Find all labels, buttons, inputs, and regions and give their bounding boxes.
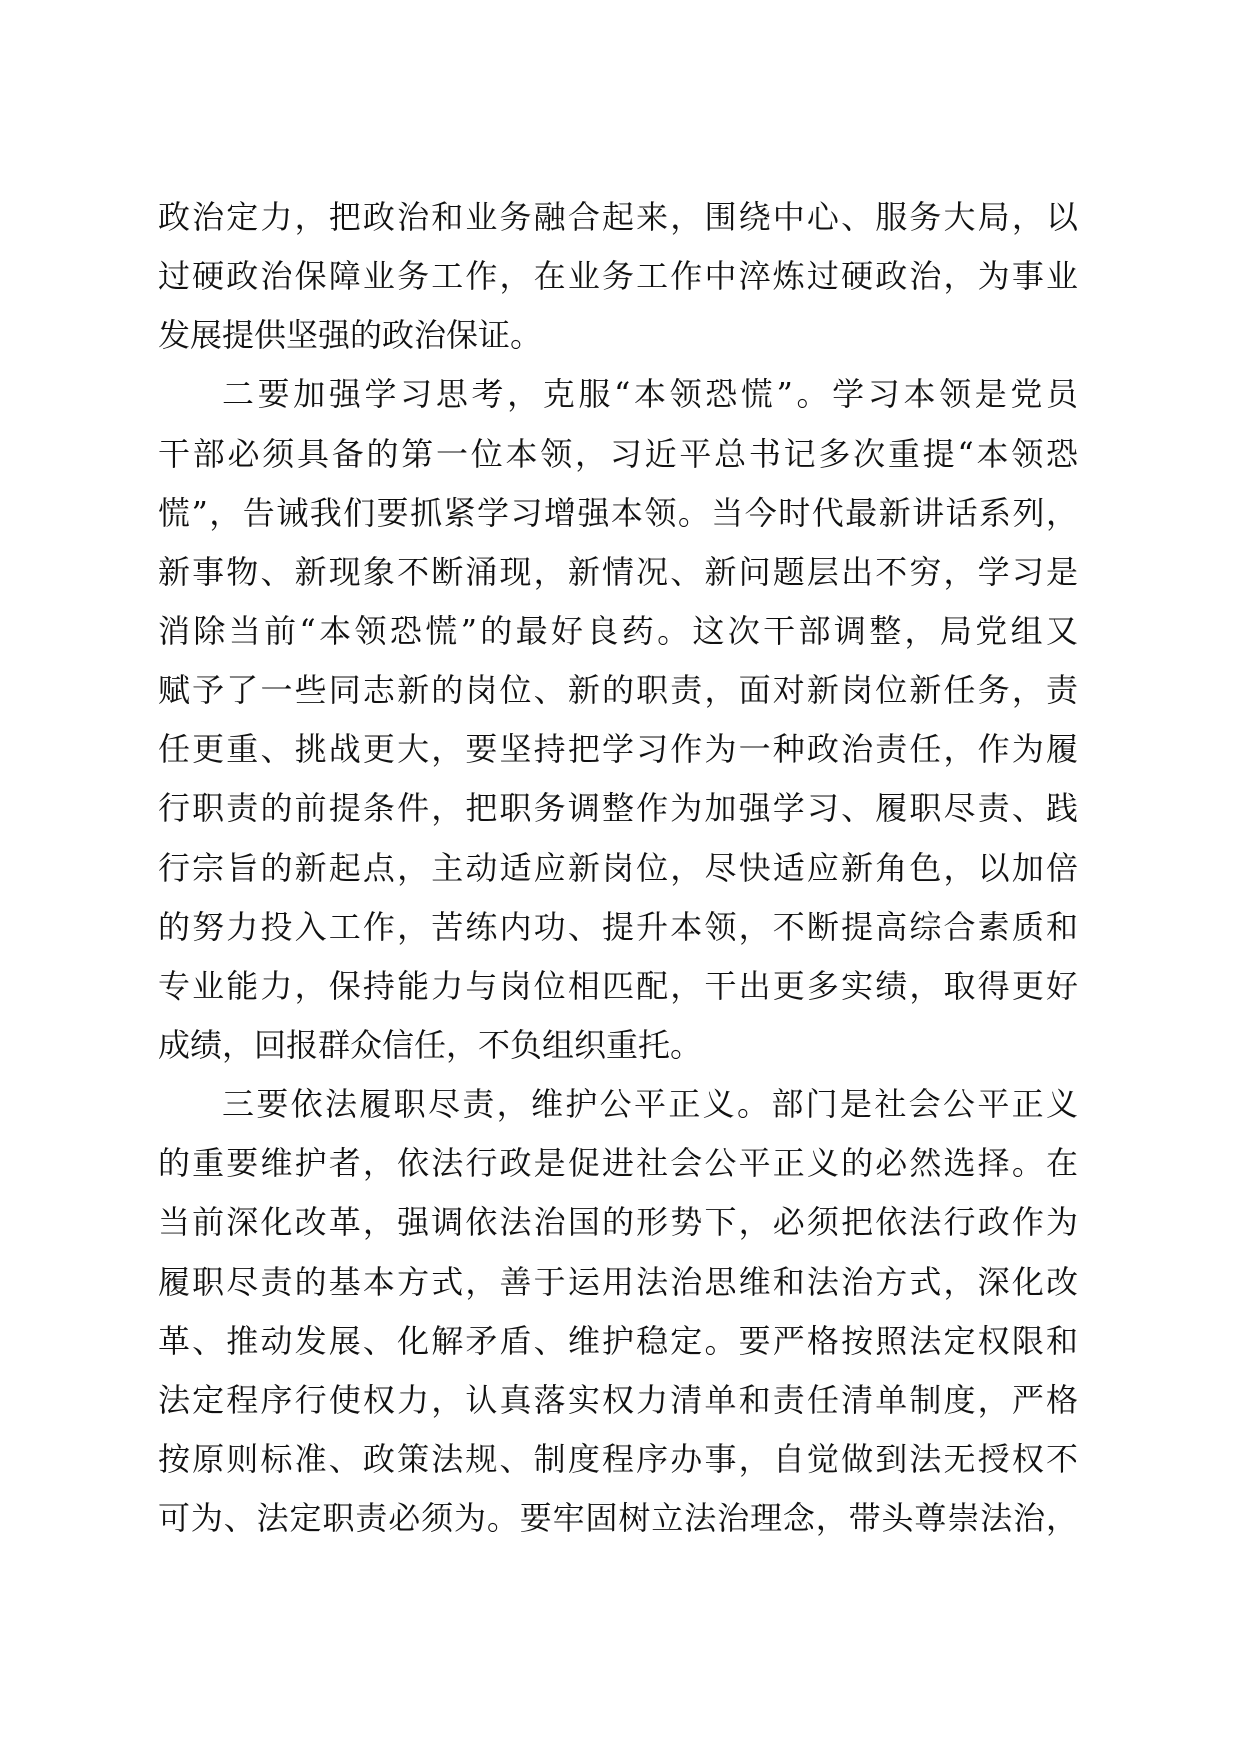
text-line: 过硬政治保障业务工作，在业务工作中淬炼过硬政治，为事业 [158, 257, 1078, 296]
text-line: 政治定力，把政治和业务融合起来，围绕中心、服务大局，以 [158, 198, 1078, 236]
text-line: 按原则标准、政策法规、制度程序办事，自觉做到法无授权不 [158, 1439, 1078, 1478]
text-line: 当前深化改革，强调依法治国的形势下，必须把依法行政作为 [158, 1203, 1078, 1242]
text-line: 成绩，回报群众信任，不负组织重托。 [158, 1025, 703, 1064]
text-line: 行职责的前提条件，把职务调整作为加强学习、履职尽责、践 [158, 789, 1078, 828]
text-line: 新事物、新现象不断涌现，新情况、新问题层出不穷，学习是 [158, 552, 1078, 591]
text-line: 二要加强学习思考，克服“本领恐慌”。学习本领是党员 [222, 375, 1078, 414]
text-line: 慌”，告诫我们要抓紧学习增强本领。当今时代最新讲话系列， [158, 493, 1078, 532]
text-line: 可为、法定职责必须为。要牢固树立法治理念，带头尊崇法治， [158, 1499, 1078, 1538]
text-line: 干部必须具备的第一位本领，习近平总书记多次重提“本领恐 [158, 434, 1078, 473]
text-line: 专业能力，保持能力与岗位相匹配，干出更多实绩，取得更好 [158, 966, 1078, 1005]
text-line: 发展提供坚强的政治保证。 [158, 316, 543, 355]
body-text [158, 188, 1078, 1548]
text-line: 任更重、挑战更大，要坚持把学习作为一种政治责任，作为履 [158, 730, 1078, 769]
text-line: 行宗旨的新起点，主动适应新岗位，尽快适应新角色，以加倍 [158, 848, 1078, 887]
text-line: 的重要维护者，依法行政是促进社会公平正义的必然选择。在 [158, 1144, 1078, 1183]
text-line: 的努力投入工作，苦练内功、提升本领，不断提高综合素质和 [158, 907, 1078, 946]
text-line: 消除当前“本领恐慌”的最好良药。这次干部调整，局党组又 [158, 611, 1078, 650]
text-line: 法定程序行使权力，认真落实权力清单和责任清单制度，严格 [158, 1380, 1078, 1419]
text-line: 赋予了一些同志新的岗位、新的职责，面对新岗位新任务，责 [158, 671, 1078, 710]
text-line: 履职尽责的基本方式，善于运用法治思维和法治方式，深化改 [158, 1262, 1078, 1301]
text-line: 三要依法履职尽责，维护公平正义。部门是社会公平正义 [222, 1085, 1078, 1124]
text-line: 革、推动发展、化解矛盾、维护稳定。要严格按照法定权限和 [158, 1321, 1078, 1360]
